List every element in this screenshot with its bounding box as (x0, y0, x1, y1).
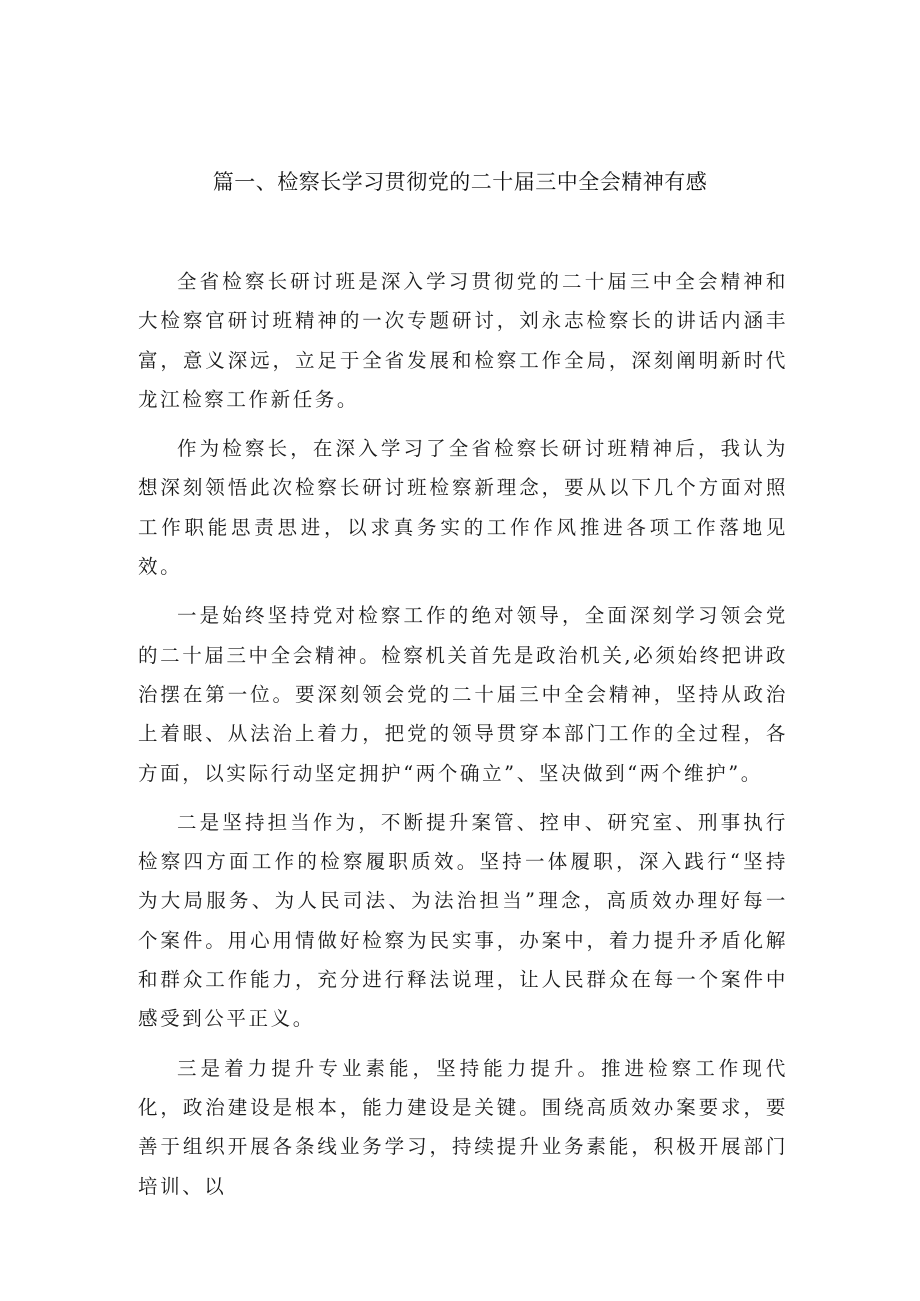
document-body (138, 262, 788, 1216)
paragraph-2: 作为检察长，在深入学习了全省检察长研讨班精神后，我认为想深刻领悟此次检察长研讨班检察新理念，要从以下几个方面对照工作职能思责思进，以求真务实的工作作风推进各项工作落地见效。 (138, 437, 788, 579)
document-title: 篇一、检察长学习贯彻党的二十届三中全会精神有感 (212, 170, 708, 194)
paragraph-5: 三是着力提升专业素能，坚持能力提升。推进检察工作现代化，政治建设是根本，能力建设是关键。围绕高质效办案要求，要善于组织开展各条线业务学习，持续提升业务素能，积极开展部门培训、以 (138, 1056, 788, 1198)
paragraph-1: 全省检察长研讨班是深入学习贯彻党的二十届三中全会精神和大检察官研讨班精神的一次专题研讨，刘永志检察长的讲话内涵丰富，意义深远，立足于全省发展和检察工作全局，深刻阐明新时代龙江检察工作新任务。 (138, 270, 788, 411)
paragraph-3: 一是始终坚持党对检察工作的绝对领导，全面深刻学习领会党的二十届三中全会精神。检察机关首先是政治机关,必须始终把讲政治摆在第一位。要深刻领会党的二十届三中全会精神，坚持从政治上着眼、从法治上着力，把党的领导贯穿本部门工作的全过程，各方面，以实际行动坚定拥护“两个确立”、坚决做到“两个维护”。 (138, 604, 788, 785)
paragraph-4: 二是坚持担当作为，不断提升案管、控申、研究室、刑事执行检察四方面工作的检察履职质效。坚持一体履职，深入践行“坚持为大局服务、为人民司法、为法治担当”理念，高质效办理好每一个案件。用心用情做好检察为民实事，办案中，着力提升矛盾化解和群众工作能力，充分进行释法说理，让人民群众在每一个案件中感受到公平正义。 (138, 810, 788, 1031)
